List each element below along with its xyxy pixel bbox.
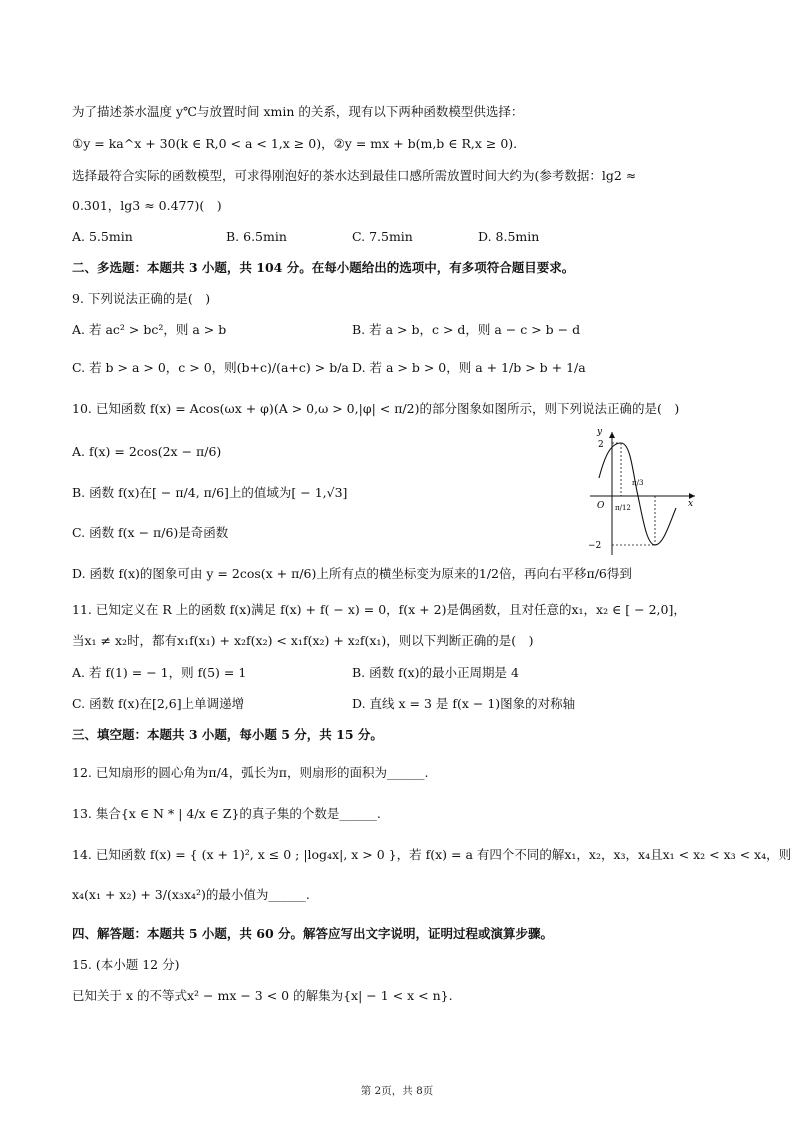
q8-option-d: D. 8.5min xyxy=(478,229,540,244)
page-footer: 第 2页，共 8页 xyxy=(360,1085,434,1097)
question-11-cont: 当x₁ ≠ x₂时，都有x₁f(x₁) + x₂f(x₂) < x₁f(x₂) + x₂f(x₁)，则以下判断正确的是( ) xyxy=(72,633,534,648)
q10-option-c: C. 函数 f(x − π/6)是奇函数 xyxy=(72,525,229,540)
section-2-heading: 二、多选题：本题共 3 小题，共 104 分。在每小题给出的选项中，有多项符合题目要求。 xyxy=(72,260,575,275)
intro-line-2: ①y = ka^x + 30(k ∈ R,0 < a < 1,x ≥ 0)，②y = mx + b(m,b ∈ R,x ≥ 0). xyxy=(72,136,518,151)
origin-label: O xyxy=(597,501,605,511)
section-3-heading: 三、填空题：本题共 3 小题，每小题 5 分，共 15 分。 xyxy=(72,727,383,742)
intro-line-4: 0.301，lg3 ≈ 0.477)( ) xyxy=(72,198,222,213)
section-4-heading: 四、解答题：本题共 5 小题，共 60 分。解答应写出文字说明，证明过程或演算步骤。 xyxy=(72,926,554,941)
q9-option-a: A. 若 ac² > bc²，则 a > b xyxy=(72,322,227,337)
intro-line-3: 选择最符合实际的函数模型，可求得刚泡好的茶水达到最佳口感所需放置时间大约为(参考数据：lg2 ≈ xyxy=(72,168,637,183)
min-label: −2 xyxy=(588,541,602,551)
max-label: 2 xyxy=(598,440,604,450)
q9-option-c: C. 若 b > a > 0，c > 0，则(b+c)/(a+c) > b/a xyxy=(72,360,349,375)
question-13: 13. 集合{x ∈ N * | 4/x ∈ Z}的真子集的个数是______. xyxy=(72,806,381,821)
question-14: 14. 已知函数 f(x) = { (x + 1)², x ≤ 0 ; |log₄x|, x > 0 }，若 f(x) = a 有四个不同的解x₁，x₂，x₃，x₄且x₁ < x₂ < x₃ < x₄，则 xyxy=(72,847,792,862)
y-axis-label: y xyxy=(597,427,603,437)
cosine-curve xyxy=(599,443,676,545)
question-15: 15. (本小题 12 分) xyxy=(72,957,180,972)
cosine-graph xyxy=(585,420,705,560)
tick-pi-3: π/3 xyxy=(632,479,644,487)
q10-option-a: A. f(x) = 2cos(2x − π/6) xyxy=(72,444,222,459)
intro-line-1: 为了描述茶水温度 y℃与放置时间 xmin 的关系，现有以下两种函数模型供选择： xyxy=(72,104,524,119)
question-10: 10. 已知函数 f(x) = Acos(ωx + φ)(A > 0,ω > 0,|φ| < π/2)的部分图象如图所示，则下列说法正确的是( ) xyxy=(72,401,680,416)
q11-option-c: C. 函数 f(x)在[2,6]上单调递增 xyxy=(72,696,245,711)
q9-option-b: B. 若 a > b，c > d，则 a − c > b − d xyxy=(352,322,581,337)
q10-option-d: D. 函数 f(x)的图象可由 y = 2cos(x + π/6)上所有点的横坐标变为原来的1/2倍，再向右平移π/6得到 xyxy=(72,566,632,581)
question-14-cont: x₄(x₁ + x₂) + 3/(x₃x₄²)的最小值为______. xyxy=(72,887,310,902)
q9-option-d: D. 若 a > b > 0，则 a + 1/b > b + 1/a xyxy=(352,360,586,375)
tick-pi-12: π/12 xyxy=(615,504,631,512)
question-12: 12. 已知扇形的圆心角为π/4，弧长为π，则扇形的面积为______. xyxy=(72,765,429,780)
q8-option-a: A. 5.5min xyxy=(72,229,133,244)
q11-option-b: B. 函数 f(x)的最小正周期是 4 xyxy=(352,665,519,680)
q11-option-d: D. 直线 x = 3 是 f(x − 1)图象的对称轴 xyxy=(352,696,576,711)
question-11: 11. 已知定义在 R 上的函数 f(x)满足 f(x) + f( − x) = 0，f(x + 2)是偶函数，且对任意的x₁，x₂ ∈ [ − 2,0]， xyxy=(72,602,686,617)
question-15-body: 已知关于 x 的不等式x² − mx − 3 < 0 的解集为{x| − 1 < x < n}. xyxy=(72,988,453,1003)
q11-option-a: A. 若 f(1) = − 1，则 f(5) = 1 xyxy=(72,665,247,680)
q10-option-b: B. 函数 f(x)在[ − π/4, π/6]上的值域为[ − 1,√3] xyxy=(72,485,348,500)
q8-option-b: B. 6.5min xyxy=(226,229,287,244)
q8-option-c: C. 7.5min xyxy=(352,229,413,244)
question-9: 9. 下列说法正确的是( ) xyxy=(72,291,211,306)
y-axis-arrow-icon xyxy=(609,432,615,438)
x-axis-label: x xyxy=(688,499,694,509)
